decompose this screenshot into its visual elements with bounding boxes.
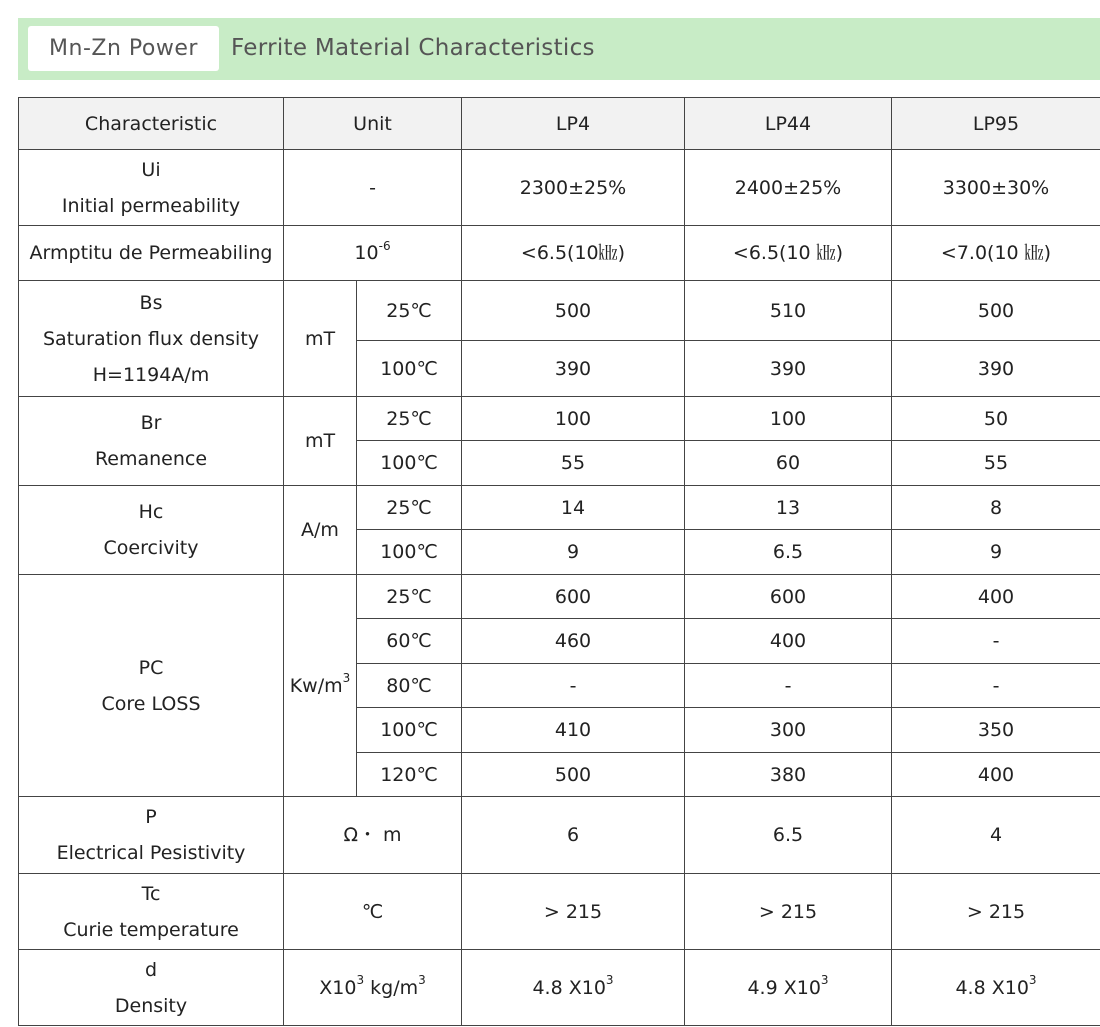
value-cell: 300 [685,708,892,753]
unit-cell: A/m [284,486,357,575]
characteristic-cell [19,950,284,1026]
value-cell: 390 [685,341,892,397]
characteristic-cell [19,150,284,226]
table-row [19,797,1100,874]
value-cell: 400 [892,753,1100,797]
value-cell: 390 [462,341,685,397]
temp-cell: 120℃ [357,753,462,797]
characteristic-label: Initial permeability [61,194,241,217]
table-row [19,397,1100,441]
symbol-label: Br [140,412,162,434]
unit-base: 10 [354,242,379,264]
symbol-label: PC [138,656,164,679]
value-cell: 400 [685,619,892,664]
value-cell: 2300±25% [462,150,685,226]
unit-cell: Ω・ m [284,797,462,874]
unit-cell: mT [284,281,357,397]
value-cell: 350 [892,708,1100,753]
value-cell: 600 [462,575,685,619]
characteristic-cell [19,486,284,575]
temp-cell: 25℃ [357,281,462,341]
value-cell: 50 [892,397,1100,441]
header-lp95: LP95 [892,98,1100,150]
characteristics-table [18,97,1100,1026]
value-cell: 8 [892,486,1100,530]
value-cell: 500 [892,281,1100,341]
value-exponent: 3 [820,973,829,988]
temp-cell: 25℃ [357,486,462,530]
unit-exponent: 3 [342,671,351,686]
value-base: 4.8 X10 [955,976,1029,999]
value-cell: 500 [462,281,685,341]
characteristic-label: Core LOSS [101,692,201,715]
value-cell: <6.5(10 ㎑) [685,226,892,281]
temp-cell: 60℃ [357,619,462,664]
table-row [19,575,1100,619]
symbol-label: Bs [139,291,163,314]
value-cell: 4 [892,797,1100,874]
value-cell: 55 [892,441,1100,486]
value-base: 4.9 X10 [747,976,821,999]
temp-cell: 25℃ [357,575,462,619]
value-cell: 100 [462,397,685,441]
value-cell: 3300±30% [892,150,1100,226]
value-cell [685,950,892,1026]
value-cell: > 215 [892,874,1100,950]
value-cell: - [892,619,1100,664]
value-cell: 9 [462,530,685,575]
condition-label: H=1194A/m [92,363,210,386]
value-cell: 9 [892,530,1100,575]
characteristic-label: Coercivity [103,537,199,559]
value-cell: 410 [462,708,685,753]
value-cell: 60 [685,441,892,486]
unit-cell: - [284,150,462,226]
table-row [19,281,1100,341]
value-cell: > 215 [462,874,685,950]
value-cell: 390 [892,341,1100,397]
symbol-label: Tc [141,882,161,905]
header-row [19,98,1100,150]
characteristic-label: Electrical Pesistivity [56,842,246,864]
value-cell: 13 [685,486,892,530]
value-cell: 460 [462,619,685,664]
symbol-label: P [145,806,157,828]
value-cell [462,950,685,1026]
header-unit: Unit [284,98,462,150]
temp-cell: 100℃ [357,530,462,575]
unit-cell: mT [284,397,357,486]
value-exponent: 3 [605,973,614,988]
temp-cell: 80℃ [357,664,462,708]
page-title: Ferrite Material Characteristics [231,35,595,61]
value-cell: - [685,664,892,708]
title-bar [18,18,1100,80]
value-cell: 400 [892,575,1100,619]
value-cell: <6.5(10㎑) [462,226,685,281]
value-cell: 500 [462,753,685,797]
value-cell [892,950,1100,1026]
value-exponent: 3 [1028,973,1037,988]
value-cell: 600 [685,575,892,619]
unit-part: kg/m [364,976,419,999]
unit-base: Kw/m [289,674,343,697]
value-cell: 6.5 [685,797,892,874]
header-lp4: LP4 [462,98,685,150]
value-cell: 55 [462,441,685,486]
unit-exponent: 3 [418,973,426,988]
table-row [19,950,1100,1026]
characteristic-cell [19,874,284,950]
unit-cell: ℃ [284,874,462,950]
characteristic-label: Saturation flux density [42,327,260,350]
header-lp44: LP44 [685,98,892,150]
header-characteristic: Characteristic [19,98,284,150]
value-cell: - [892,664,1100,708]
table-row [19,874,1100,950]
temp-cell: 100℃ [357,708,462,753]
value-cell: 2400±25% [685,150,892,226]
temp-cell: 100℃ [357,341,462,397]
title-tag: Mn-Zn Power [28,26,219,71]
value-cell: 510 [685,281,892,341]
value-cell: - [462,664,685,708]
characteristic-label: Remanence [94,448,208,470]
symbol-label: d [144,958,158,981]
symbol-label: Hc [138,501,164,523]
value-cell: 6 [462,797,685,874]
value-cell: 14 [462,486,685,530]
value-cell: 100 [685,397,892,441]
unit-cell [284,950,462,1026]
value-cell: <7.0(10 ㎑) [892,226,1100,281]
table-row [19,150,1100,226]
characteristic-cell [19,397,284,486]
unit-cell [284,226,462,281]
value-cell: 380 [685,753,892,797]
characteristic-cell [19,797,284,874]
table-row [19,486,1100,530]
table-row [19,226,1100,281]
unit-exponent: 3 [356,973,365,988]
temp-cell: 100℃ [357,441,462,486]
value-cell: 6.5 [685,530,892,575]
characteristic-cell [19,575,284,797]
characteristic-label: Density [114,994,188,1017]
characteristic-label: Armptitu de Permeabiling [19,226,284,281]
value-cell: > 215 [685,874,892,950]
symbol-label: Ui [141,158,161,181]
characteristic-cell [19,281,284,397]
temp-cell: 25℃ [357,397,462,441]
characteristic-label: Curie temperature [63,918,239,941]
unit-exponent: -6 [378,238,391,253]
unit-cell [284,575,357,797]
value-base: 4.8 X10 [532,976,606,999]
unit-part: X10 [319,976,357,999]
